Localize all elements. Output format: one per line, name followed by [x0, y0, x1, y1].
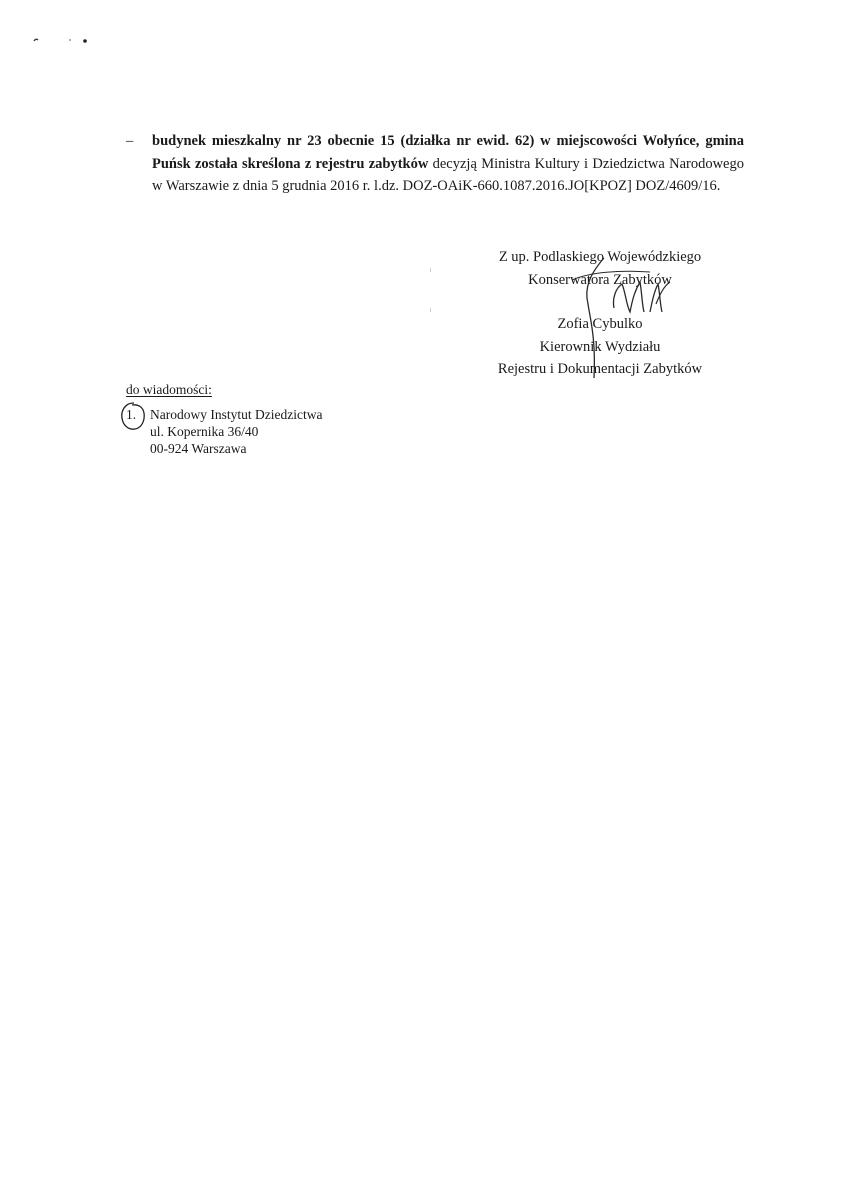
handwritten-signature	[560, 268, 680, 380]
bullet-dash: –	[126, 133, 134, 149]
recipient-item	[126, 406, 322, 457]
signatory-title-1: Kierownik Wydziału	[539, 338, 661, 355]
paragraph-regular: decyzją Ministra Kultury i Dziedzictwa Narodowego w Warszawie z dnia 5 grudnia 2016 r. l.dz. DOZ-OAiK-660.1087.2016.JO[KPOZ] DOZ/4609/16.	[152, 155, 744, 194]
scan-speck	[430, 268, 431, 272]
recipients-label: do wiadomości:	[126, 382, 212, 397]
signature-line-1: Z up. Podlaskiego Wojewódzkiego	[498, 249, 702, 265]
recipient-street: ul. Kopernika 36/40	[150, 424, 259, 439]
signatory-title-2: Rejestru i Dokumentacji Zabytków	[497, 361, 703, 377]
paragraph-text	[152, 130, 744, 198]
signatory-name: Zofia Cybulko	[557, 316, 643, 332]
paragraph-bold-1: budynek mieszkalny nr 23 obecnie 15 (działka nr ewid. 62) w miejscowości Wołyńce, gmina Puńsk	[152, 133, 744, 172]
signature-line-2: Konserwatora Zabytków	[528, 271, 672, 288]
recipient-city: 00-924 Warszawa	[150, 441, 247, 456]
scan-speck	[430, 308, 431, 312]
recipient-name: Narodowy Instytut Dziedzictwa	[150, 407, 323, 422]
recipient-number: 1.	[126, 407, 137, 422]
paragraph-bold-2: została skreślona z rejestru zabytków	[195, 155, 429, 172]
scan-marks	[30, 32, 90, 46]
recipients-section	[126, 381, 322, 457]
struck-monument-paragraph	[126, 130, 744, 198]
